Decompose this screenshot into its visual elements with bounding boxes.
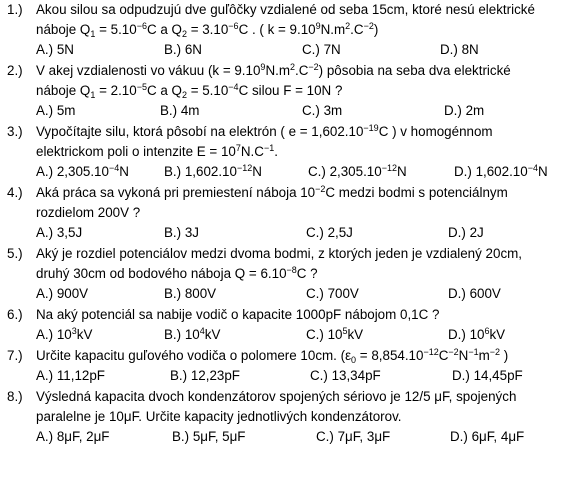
question-5 [0, 244, 586, 305]
question-line: náboje $Q_1 = 5.10^{-6}C$ a $Q_2 = 3.10^{-6}C$ . ( $k = 9.10^9N.m^2.C^{-2}$) [36, 21, 379, 39]
option-a[interactable]: A.) $2,305.10^{-4}N$ [36, 163, 129, 179]
question-line: Aká práca sa vykoná pri premiestení náboja $10^{-2}C$ medzi bodmi s potenciálnym [36, 184, 508, 200]
question-number: 2.) [7, 63, 23, 78]
answer-options [0, 101, 586, 122]
option-b[interactable]: B.) 800V [164, 286, 217, 301]
option-b[interactable]: B.) 3J [164, 225, 199, 240]
option-a[interactable]: A.) 3,5J [36, 225, 83, 240]
question-number: 6.) [7, 307, 23, 322]
question-line: Na aký potenciál sa nabije vodič o kapacite 1000pF nábojom 0,1C ? [36, 307, 440, 322]
question-line: V akej vzdialenosti vo vákuu $(k = 9.10^9N.m^2.C^{-2})$ pôsobia na seba dva elektrické [36, 62, 511, 78]
option-d[interactable]: D.) 2m [444, 103, 485, 118]
question-line: Akou silou sa odpudzujú dve guľôčky vzdialené od seba 15cm, ktoré nesú elektrické [36, 2, 535, 17]
option-b[interactable]: B.) 4m [160, 103, 200, 118]
option-d[interactable]: D.) 14,45pF [452, 368, 523, 383]
question-line: paralelne je 10μF. Určite kapacity jednotlivých kondenzátorov. [36, 409, 402, 424]
option-d[interactable]: D.) $10^6kV$ [448, 326, 506, 342]
option-d[interactable]: D.) 6μF, 4μF [450, 429, 525, 444]
option-b[interactable]: B.) 5μF, 5μF [172, 429, 246, 444]
question-number: 7.) [7, 348, 23, 363]
option-c[interactable]: C.) 3m [302, 103, 343, 118]
question-text [36, 305, 576, 325]
answer-options [0, 284, 586, 305]
question-line: Určite kapacitu guľového vodiča o polomere 10cm. ($\varepsilon_0 = 8,854.10^{-12}C^{-2}N^{-1}m^{-2}$ ) [36, 347, 509, 365]
question-text [36, 183, 576, 223]
question-3 [0, 122, 586, 183]
answer-options [0, 223, 586, 244]
option-c[interactable]: C.) 700V [306, 286, 359, 301]
question-text [36, 0, 576, 40]
option-c[interactable]: C.) 7μF, 3μF [316, 429, 391, 444]
option-b[interactable]: B.) $1,602.10^{-12}N$ [164, 163, 262, 179]
question-number: 4.) [7, 185, 23, 200]
option-a[interactable]: A.) 900V [36, 286, 89, 301]
option-c[interactable]: C.) $2,305.10^{-12}N$ [308, 163, 407, 179]
option-a[interactable]: A.) 5m [36, 103, 76, 118]
option-c[interactable]: C.) 2,5J [306, 225, 353, 240]
question-number: 5.) [7, 246, 23, 261]
question-line: elektrickom poli o intenzite $E = 10^7N.C^{-1}$. [36, 143, 278, 159]
question-number: 1.) [7, 2, 23, 17]
option-c[interactable]: C.) 13,34pF [310, 368, 381, 383]
option-b[interactable]: B.) 6N [164, 42, 202, 57]
option-d[interactable]: D.) 600V [448, 286, 501, 301]
answer-options [0, 162, 586, 183]
question-6 [0, 305, 586, 346]
option-a[interactable]: A.) 5N [36, 42, 74, 57]
question-1 [0, 0, 586, 61]
option-d[interactable]: D.) 8N [440, 42, 479, 57]
question-line: Aký je rozdiel potenciálov medzi dvoma bodmi, z ktorých jeden je vzdialený 20cm, [36, 246, 523, 261]
option-d[interactable]: D.) $1,602.10^{-4}N$ [454, 163, 548, 179]
option-a[interactable]: A.) $10^3kV$ [36, 326, 93, 342]
question-number: 3.) [7, 124, 23, 139]
option-a[interactable]: A.) 11,12pF [36, 368, 105, 383]
question-line: rozdielom 200V ? [36, 205, 141, 220]
question-4 [0, 183, 586, 244]
option-b[interactable]: B.) $10^4kV$ [164, 326, 221, 342]
question-7 [0, 346, 586, 387]
answer-options [0, 325, 586, 346]
question-line: druhý 30cm od bodového náboja $Q = 6.10^{-8}C$ ? [36, 265, 318, 281]
question-2 [0, 61, 586, 122]
answer-options [0, 427, 586, 448]
option-c[interactable]: C.) 7N [302, 42, 341, 57]
question-line: Vypočítajte silu, ktorá pôsobí na elektrón ( $e = 1,602.10^{-19}C$ ) v homogénnom [36, 123, 493, 139]
question-text [36, 346, 576, 366]
answer-options [0, 40, 586, 61]
option-c[interactable]: C.) $10^5kV$ [306, 326, 364, 342]
question-text [36, 244, 576, 284]
option-b[interactable]: B.) 12,23pF [170, 368, 240, 383]
question-text [36, 387, 576, 427]
question-number: 8.) [7, 389, 23, 404]
answer-options [0, 366, 586, 387]
question-line: Výsledná kapacita dvoch kondenzátorov spojených sériovo je 12/5 μF, spojených [36, 389, 517, 404]
question-text [36, 122, 576, 162]
question-text [36, 61, 576, 101]
question-8 [0, 387, 586, 448]
option-d[interactable]: D.) 2J [448, 225, 484, 240]
question-line: náboje $Q_1 = 2.10^{-5}C$ a $Q_2 = 5.10^{-4}C$ silou F = 10N ? [36, 82, 343, 100]
option-a[interactable]: A.) 8μF, 2μF [36, 429, 110, 444]
